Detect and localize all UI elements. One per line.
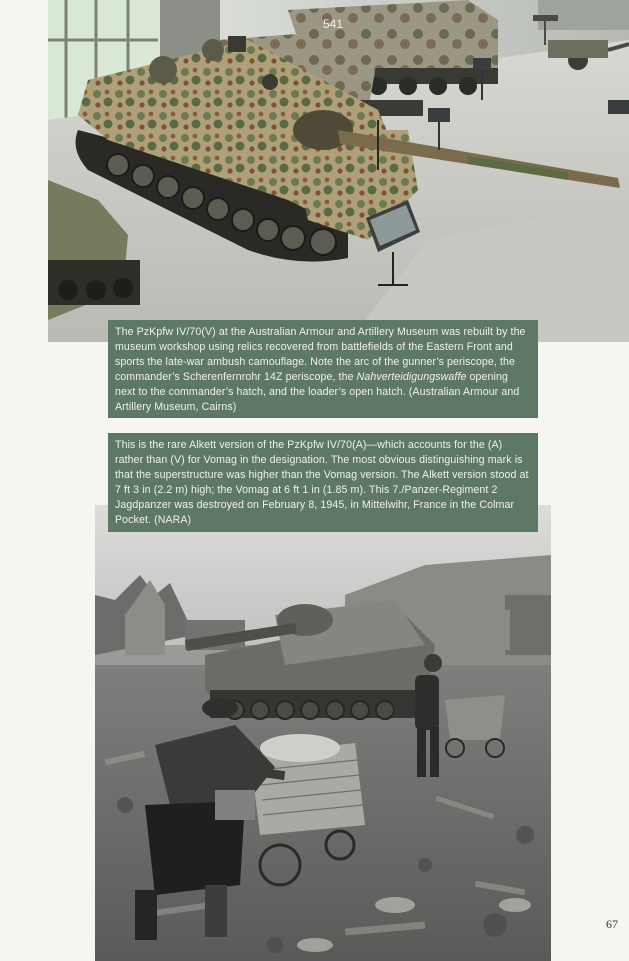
page-number: 67 [606, 917, 618, 931]
caption-top-italic-term: Nahverteidigungswaffe [356, 371, 467, 384]
caption-top-text-start: The PzKpfw IV/70(V) at the Australian Armour and Artillery Museum was rebuilt by the museum workshop using relics recovered from battlefields of the Eastern Front and sports the late-war ambush camouflage. Note the arc of the gunner’s periscope, the commander’s Scherenfernrohr 14Z periscope, the [115, 326, 526, 384]
photo-caption-bottom: This is the rare Alkett version of the PzKpfw IV/70(A)—which accounts for the (A) rather than (V) for Vomag in the designation. The most obvious distinguishing mark is that the superstructure was higher than the Vomag version. The Alkett version stood at 7 ft 3 in (2.2 m) high; the Vomag at 6 ft 1 in (1.85 m). This 7./Panzer-Regiment 2 Jagdpanzer was destroyed on February 8, 1945, in Mittelwihr, France in the Colmar Pocket. (NARA) [108, 433, 538, 532]
tank-number: 541 [323, 17, 344, 31]
caption-top-text-end: opening next to the commander’s hatch, and the loader’s open hatch. (Australian Armour and Artillery Museum, Cairns) [115, 371, 520, 414]
museum-photo [48, 0, 629, 342]
archive-photo [95, 505, 551, 961]
photo-caption-top [108, 320, 538, 418]
